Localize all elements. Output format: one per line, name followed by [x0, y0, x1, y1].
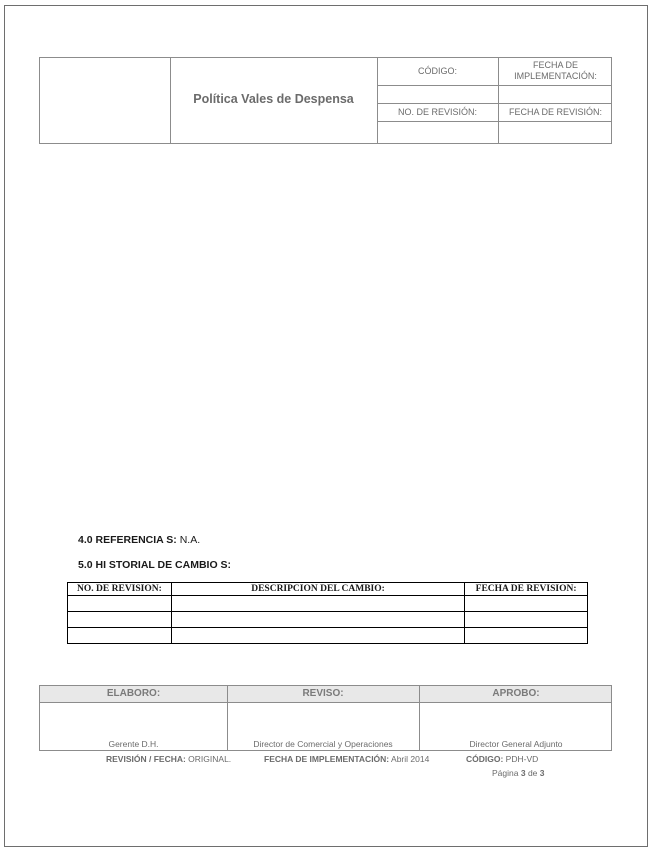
revision-fecha-label: REVISIÓN / FECHA:: [106, 754, 186, 764]
table-cell: [465, 596, 588, 612]
header-row-divider: [377, 103, 611, 104]
signature-table: [39, 685, 612, 751]
referencias-section: [78, 534, 200, 546]
header-row-divider: [377, 85, 611, 86]
table-cell: [171, 612, 464, 628]
page-prefix: Página: [492, 768, 521, 778]
table-row: [68, 612, 588, 628]
page-current: 3: [520, 768, 526, 778]
table-cell: [68, 612, 172, 628]
historial-section-title: 5.0 HI STORIAL DE CAMBIO S:: [78, 559, 232, 571]
referencias-label: 4.0 REFERENCIA S:: [78, 534, 177, 546]
fecha-implementacion-label: [498, 60, 613, 82]
aprobo-name: Director General Adjunto: [469, 739, 563, 749]
elaboro-name: Gerente D.H.: [108, 739, 159, 749]
reviso-label: REVISO:: [302, 688, 344, 699]
table-cell: [171, 628, 464, 644]
fecha-implementacion-label-line2: IMPLEMENTACIÓN:: [514, 71, 597, 81]
no-revision-label: NO. DE REVISIÓN:: [397, 107, 477, 117]
table-cell: [465, 612, 588, 628]
column-header-no-revision: NO. DE REVISION:: [68, 583, 172, 596]
implementacion-value: Abril 2014: [389, 754, 430, 764]
referencias-value: N.A.: [176, 534, 201, 546]
codigo-meta: [466, 754, 538, 764]
codigo-footer-value: PDH-VD: [503, 754, 539, 764]
aprobo-label: APROBO:: [492, 688, 540, 699]
table-row: [68, 628, 588, 644]
page-total: 3: [539, 768, 545, 778]
table-cell: [68, 628, 172, 644]
page-of: de: [525, 768, 540, 778]
page-number: [492, 768, 545, 778]
table-cell: [171, 596, 464, 612]
reviso-name: Director de Comercial y Operaciones: [253, 739, 393, 749]
table-cell: [68, 596, 172, 612]
column-header-descripcion: DESCRIPCION DEL CAMBIO:: [171, 583, 464, 596]
revision-fecha-value: ORIGINAL.: [185, 754, 232, 764]
codigo-footer-label: CÓDIGO:: [466, 754, 504, 764]
implementacion-meta: [264, 754, 429, 764]
document-header: [39, 57, 612, 144]
change-history-table: [67, 582, 588, 644]
header-row-divider: [377, 121, 611, 122]
document-title: Política Vales de Despensa: [193, 92, 354, 106]
column-header-fecha-revision: FECHA DE REVISION:: [465, 583, 588, 596]
table-cell: [465, 628, 588, 644]
fecha-implementacion-label-line1: FECHA DE: [532, 60, 578, 70]
elaboro-label: ELABORO:: [106, 688, 161, 699]
fecha-revision-label: FECHA DE REVISIÓN:: [508, 107, 603, 117]
table-row: [68, 596, 588, 612]
implementacion-label: FECHA DE IMPLEMENTACIÓN:: [264, 754, 390, 764]
codigo-label: CÓDIGO:: [417, 66, 457, 76]
revision-fecha-meta: [106, 754, 231, 764]
